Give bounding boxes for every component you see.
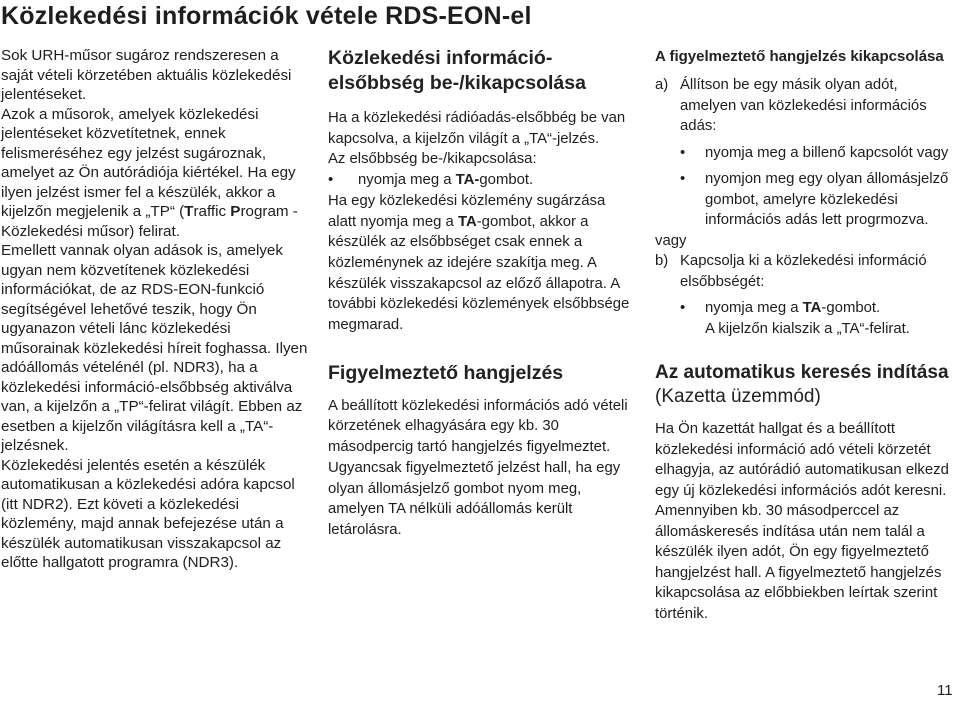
list-item-text [705, 298, 910, 339]
text: nyomja meg a [358, 172, 456, 189]
page-title: Közlekedési információk vétele RDS-EON-el [1, 2, 532, 30]
bullet-icon: • [680, 144, 686, 161]
paragraph: vagy [655, 232, 687, 249]
list-item [655, 169, 955, 231]
section-heading: A figyelmeztető hangjelzés kikapcsolása [655, 48, 944, 65]
list-item-text: nyomja meg a billenő kapcsolót vagy [705, 144, 949, 161]
section-heading: Figyelmeztető hangjelzés [328, 361, 564, 384]
heading-subtitle: (Kazetta üzemmód) [655, 385, 821, 407]
bold-text: TA- [455, 172, 480, 189]
text: Ha egy közlekedési közlemény sugárzása alatt nyomja meg a [328, 192, 606, 230]
paragraph [1, 105, 311, 242]
paragraph: Amennyiben kb. 30 másodperccel az állomáskeresés indítása után nem talál a készülék ilyen adót, Ön egy figyelmeztető hangjelzést hall. A figyelmeztető hangjelzés kikapcsolása az előbbiekben leírtak szerint történik. [655, 503, 942, 622]
paragraph: Az elsőbbség be-/kikapcsolása: [328, 151, 537, 168]
text: A kijelzőn kialszik a „TA“-felirat. [705, 320, 910, 337]
bold-text: P [230, 203, 241, 220]
list-item-text: Állítson be egy másik olyan adót, amelyen van közlekedési információs adás: [680, 77, 927, 134]
section-body [328, 396, 633, 541]
paragraph: Ha Ön kazettát hallgat és a beállított közlekedési információ adó vételi körzetét elhagyja, az autórádió automatikusan elkezd egy új közlekedési információs adót keresni. [655, 421, 949, 499]
bullet-icon: • [328, 172, 334, 189]
paragraph: Sok URH-műsor sugároz rendszeresen a saját vételi körzetében aktuális közlekedési jelentéseket. [1, 47, 292, 103]
bullet-icon: • [680, 300, 686, 316]
section-heading: Közlekedési információ-elsőbbség be-/kikapcsolása [328, 47, 586, 94]
text: Azok a műsorok, amelyek közlekedési jelentéseket közvetítetnek, ennek felismeréséhez egy jelzést sugároznak, amelyet az Ön autórádiója kiértékel. Ha egy ilyen jelzést ismer fel a készülék, akkor a kijelzőn megjelenik a „TP“ ( [1, 105, 296, 220]
section-heading [655, 361, 955, 408]
text: -gombot. [821, 300, 881, 316]
heading-bold: Az automatikus keresés indítása [655, 362, 949, 383]
list-item-text [358, 170, 533, 191]
column-1 [1, 46, 311, 573]
text: gombot. [479, 172, 534, 189]
text: nyomja meg a [705, 300, 803, 316]
paragraph: A beállított közlekedési információs adó vételi körzetének elhagyására egy kb. 30 másodpercig tartó hangjelzés figyelmeztet. Ugyancsak figyelmeztető jelzést hall, ha egy olyan állomásjelző gombot nyom meg, amelyen TA nélküli adóállomás került letárolásra. [328, 397, 628, 538]
bold-text: TA [457, 213, 477, 230]
paragraph [328, 191, 633, 336]
list-item [655, 75, 955, 137]
column-2 [328, 46, 633, 541]
list-item [655, 143, 955, 164]
bold-text: TA [802, 300, 822, 316]
paragraph: Ha a közlekedési rádióadás-elsőbbég be van kapcsolva, a kijelzőn világít a „TA“-jelzés. [328, 110, 626, 147]
list-item [655, 298, 955, 339]
list-label: a) [655, 77, 669, 93]
bold-text: T [184, 203, 194, 220]
list-item-text: nyomjon meg egy olyan állomásjelző gombot, amelyre közlekedési információs adás lett progrmozva. [705, 171, 949, 228]
paragraph: Közlekedési jelentés esetén a készülék automatikusan a közlekedési adóra kapcsol (itt NDR2). Ezt követi a közlekedési közlemény, majd annak befejezése után a készülék automatikusan visszakapcsol az előtte hallgatott programra (NDR3). [1, 456, 295, 571]
text: rogram - Közlekedési műsor) felirat. [1, 203, 298, 240]
section-body [655, 419, 955, 624]
column-3 [655, 46, 955, 624]
text: raffic [193, 203, 231, 220]
list-item [328, 170, 633, 191]
bullet-icon: • [680, 171, 686, 187]
list-item [655, 251, 955, 292]
section-body [655, 75, 955, 339]
paragraph: Emellett vannak olyan adások is, amelyek ugyan nem közvetítenek közlekedési információkat, de az RDS-EON-funkció segítségével lehetővé teszik, hogy Ön ugyanazon vételi lánc közlekedési műsorainak közlekedési híreit foghassa. Ilyen adóállomás vételénél (pl. NDR3), ha a közlekedési információ-elsőbbség aktiválva van, a kijelzőn a „TP“-felirat világít. Ebben az esetben a kijelzőn világításra kell a „TA“-jelzésnek. [1, 242, 308, 454]
list-item-text: Kapcsolja ki a közlekedési információ elsőbbségét: [680, 253, 927, 290]
list-label: b) [655, 253, 669, 269]
page-number: 11 [937, 682, 953, 699]
text: -gombot, akkor a készülék az elsőbbséget csak ennek a közleménynek az idejére szakítja meg. A készülék visszakapcsol az előző állapotra. A további közlekedési közlemények elsőbbsége megmarad. [328, 213, 630, 334]
section-body [328, 108, 633, 336]
